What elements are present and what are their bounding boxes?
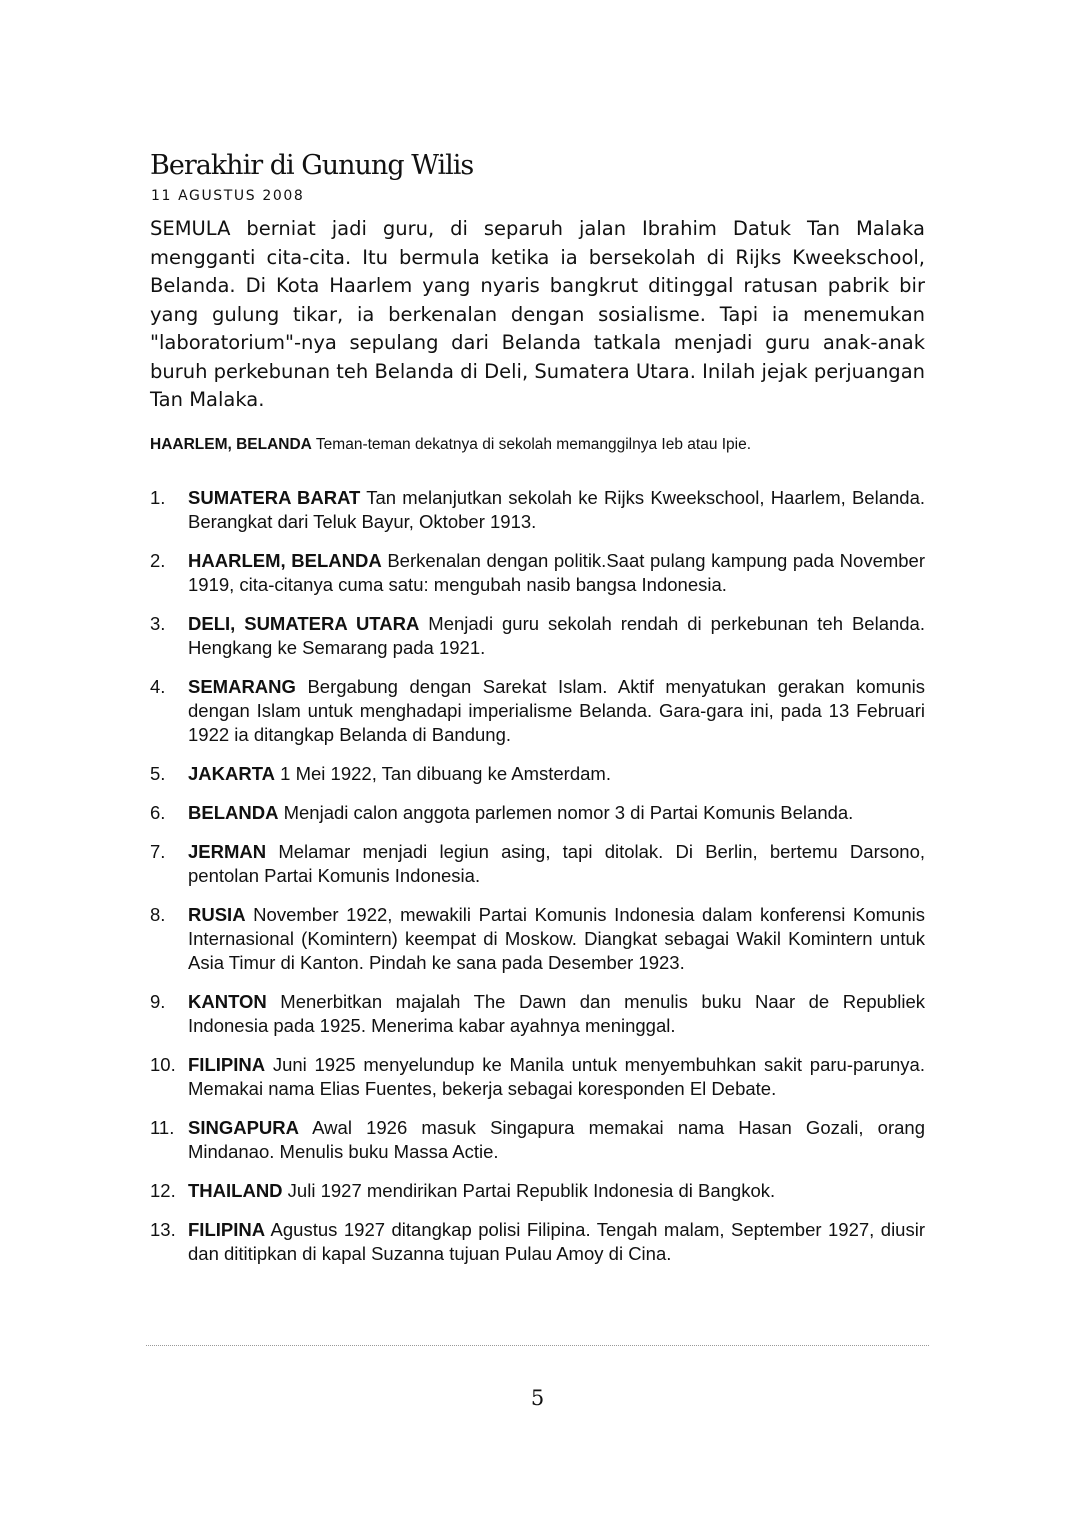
item-number: 8. [150, 904, 166, 925]
timeline-item [150, 486, 925, 534]
item-number: 3. [150, 613, 166, 634]
caption-text: Teman-teman dekatnya di sekolah memanggilnya Ieb atau Ipie. [311, 436, 752, 453]
item-text: Bergabung dengan Sarekat Islam. Aktif menyatukan gerakan komunis dengan Islam untuk menghadapi imperialisme Belanda. Gara-gara ini, pada 13 Februari 1922 ia ditangkap Belanda di Bandung. [188, 676, 925, 745]
item-place: SUMATERA BARAT [188, 487, 361, 508]
item-text: Menerbitkan majalah The Dawn dan menulis buku Naar de Republiek Indonesia pada 1925. Menerima kabar ayahnya meninggal. [188, 991, 925, 1036]
item-text: Tan melanjutkan sekolah ke Rijks Kweekschool, Haarlem, Belanda. Berangkat dari Teluk Bayur, Oktober 1913. [188, 487, 926, 532]
caption-place: HAARLEM, BELANDA [150, 436, 312, 453]
page-number: 5 [530, 1386, 545, 1410]
timeline-item [150, 1179, 925, 1203]
item-text: 1 Mei 1922, Tan dibuang ke Amsterdam. [275, 763, 611, 784]
article-date: 11 AGUSTUS 2008 [151, 188, 305, 204]
timeline-item [150, 549, 925, 597]
item-text: Awal 1926 masuk Singapura memakai nama Hasan Gozali, orang Mindanao. Menulis buku Massa Actie. [188, 1117, 925, 1162]
timeline-item [150, 1053, 925, 1101]
item-place: SEMARANG [188, 676, 296, 697]
item-number: 5. [150, 763, 166, 784]
item-text: Agustus 1927 ditangkap polisi Filipina. Tengah malam, September 1927, diusir dan dititipkan di kapal Suzanna tujuan Pulau Amoy di Cina. [188, 1219, 925, 1264]
item-text: Menjadi calon anggota parlemen nomor 3 di Partai Komunis Belanda. [278, 802, 854, 823]
timeline-list [150, 486, 925, 1281]
item-place: JAKARTA [188, 763, 276, 784]
timeline-item [150, 1116, 925, 1164]
item-place: FILIPINA [188, 1219, 266, 1240]
item-place: HAARLEM, BELANDA [188, 550, 382, 571]
item-text: Menjadi guru sekolah rendah di perkebunan teh Belanda. Hengkang ke Semarang pada 1921. [188, 613, 925, 658]
item-text: Juni 1925 menyelundup ke Manila untuk menyembuhkan sakit paru-parunya. Memakai nama Elias Fuentes, bekerja sebagai koresponden El Debate. [188, 1054, 925, 1099]
timeline-item [150, 1218, 925, 1266]
item-text: Melamar menjadi legiun asing, tapi ditolak. Di Berlin, bertemu Darsono, pentolan Partai Komunis Indonesia. [188, 841, 925, 886]
timeline-item [150, 675, 925, 747]
item-number: 10. [150, 1054, 176, 1075]
timeline-item [150, 612, 925, 660]
item-place: JERMAN [188, 841, 267, 862]
timeline-item [150, 801, 925, 825]
item-number: 4. [150, 676, 166, 697]
item-text: Juli 1927 mendirikan Partai Republik Indonesia di Bangkok. [282, 1180, 776, 1201]
item-place: DELI, SUMATERA UTARA [188, 613, 420, 634]
timeline-item [150, 990, 925, 1038]
item-place: FILIPINA [188, 1054, 266, 1075]
item-number: 12. [150, 1180, 176, 1201]
item-place: SINGAPURA [188, 1117, 300, 1138]
item-number: 13. [150, 1219, 176, 1240]
item-place: THAILAND [188, 1180, 283, 1201]
item-place: RUSIA [188, 904, 246, 925]
timeline-item [150, 903, 925, 975]
item-number: 9. [150, 991, 166, 1012]
item-number: 1. [150, 487, 166, 508]
item-place: BELANDA [188, 802, 279, 823]
article-lead: SEMULA berniat jadi guru, di separuh jalan Ibrahim Datuk Tan Malaka mengganti cita-cita. Itu bermula ketika ia bersekolah di Rijks Kweekschool, Belanda. Di Kota Haarlem yang nyaris bangkrut ditinggal ratusan pabrik bir yang gulung tikar, ia berkenalan dengan sosialisme. Tapi ia menemukan "laboratorium"-nya sepulang dari Belanda tatkala menjadi guru anak-anak buruh perkebunan teh Belanda di Deli, Sumatera Utara. Inilah jejak perjuangan Tan Malaka. [150, 217, 925, 411]
item-number: 7. [150, 841, 166, 862]
timeline-item [150, 762, 925, 786]
item-number: 2. [150, 550, 166, 571]
item-number: 11. [150, 1117, 175, 1138]
item-number: 6. [150, 802, 166, 823]
photo-caption [150, 436, 930, 454]
item-text: Berkenalan dengan politik.Saat pulang kampung pada November 1919, cita-citanya cuma satu: mengubah nasib bangsa Indonesia. [188, 550, 926, 595]
item-text: November 1922, mewakili Partai Komunis Indonesia dalam konferensi Komunis Internasional (Komintern) keempat di Moskow. Diangkat sebagai Wakil Komintern untuk Asia Timur di Kanton. Pindah ke sana pada Desember 1923. [188, 904, 925, 973]
article-title: Berakhir di Gunung Wilis [150, 150, 474, 181]
footer-divider [146, 1345, 929, 1346]
timeline-item [150, 840, 925, 888]
item-place: KANTON [188, 991, 267, 1012]
